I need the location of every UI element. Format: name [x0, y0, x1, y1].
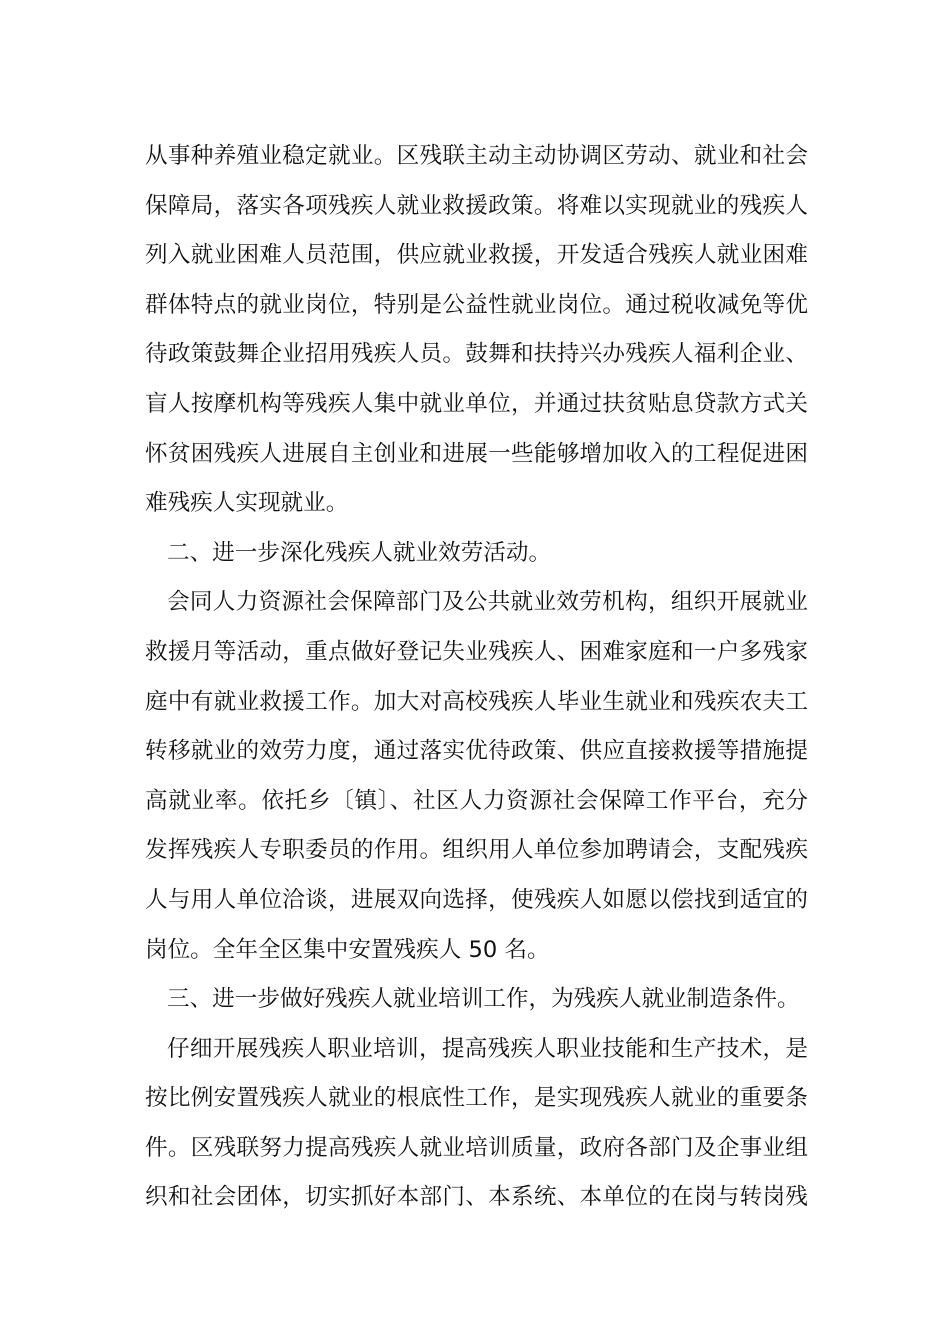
- text-line: 会同人力资源社会保障部门及公共就业效劳机构，组织开展就业: [167, 589, 808, 616]
- text-line: 从事种养殖业稳定就业。区残联主动主动协调区劳动、就业和社会: [145, 143, 808, 169]
- text-line: 发挥残疾人专职委员的作用。组织用人单位参加聘请会，支配残疾: [145, 837, 808, 864]
- text-line: 待政策鼓舞企业招用残疾人员。鼓舞和扶持兴办残疾人福利企业、: [145, 341, 808, 368]
- text-line: 仔细开展残疾人职业培训，提高残疾人职业技能和生产技术，是: [167, 1035, 808, 1062]
- text-line: 怀贫困残疾人进展自主创业和进展一些能够增加收入的工程促进困: [145, 440, 808, 467]
- text-line: 人与用人单位洽谈，进展双向选择，使残疾人如愿以偿找到适宜的: [145, 886, 808, 913]
- text-line: 盲人按摩机构等残疾人集中就业单位，并通过扶贫贴息贷款方式关: [145, 390, 808, 417]
- text-line: 按比例安置残疾人就业的根底性工作，是实现残疾人就业的重要条: [145, 1085, 808, 1112]
- text-line: 群体特点的就业岗位，特别是公益性就业岗位。通过税收减免等优: [145, 291, 808, 318]
- document-body: [145, 132, 808, 1223]
- text-line: 岗位。全年全区集中安置残疾人 50 名。: [145, 936, 550, 963]
- section-heading: 二、进一步深化残疾人就业效劳活动。: [167, 539, 552, 566]
- text-line: 高就业率。依托乡〔镇〕、社区人力资源社会保障工作平台，充分: [145, 787, 808, 814]
- text-line: 救援月等活动，重点做好登记失业残疾人、困难家庭和一户多残家: [145, 638, 808, 665]
- text-line: 保障局，落实各项残疾人就业救援政策。将难以实现就业的残疾人: [145, 192, 808, 219]
- text-line: 织和社会团体，切实抓好本部门、本系统、本单位的在岗与转岗残: [145, 1184, 808, 1211]
- text-line: 转移就业的效劳力度，通过落实优待政策、供应直接救援等措施提: [145, 738, 808, 765]
- text-line: 件。区残联努力提高残疾人就业培训质量，政府各部门及企事业组: [145, 1134, 808, 1161]
- text-line: 列入就业困难人员范围，供应就业救援，开发适合残疾人就业困难: [145, 242, 808, 269]
- text-line: 庭中有就业救援工作。加大对高校残疾人毕业生就业和残疾农夫工: [145, 688, 808, 715]
- section-heading: 三、进一步做好残疾人就业培训工作，为残疾人就业制造条件。: [167, 986, 800, 1013]
- text-line: 难残疾人实现就业。: [145, 490, 349, 517]
